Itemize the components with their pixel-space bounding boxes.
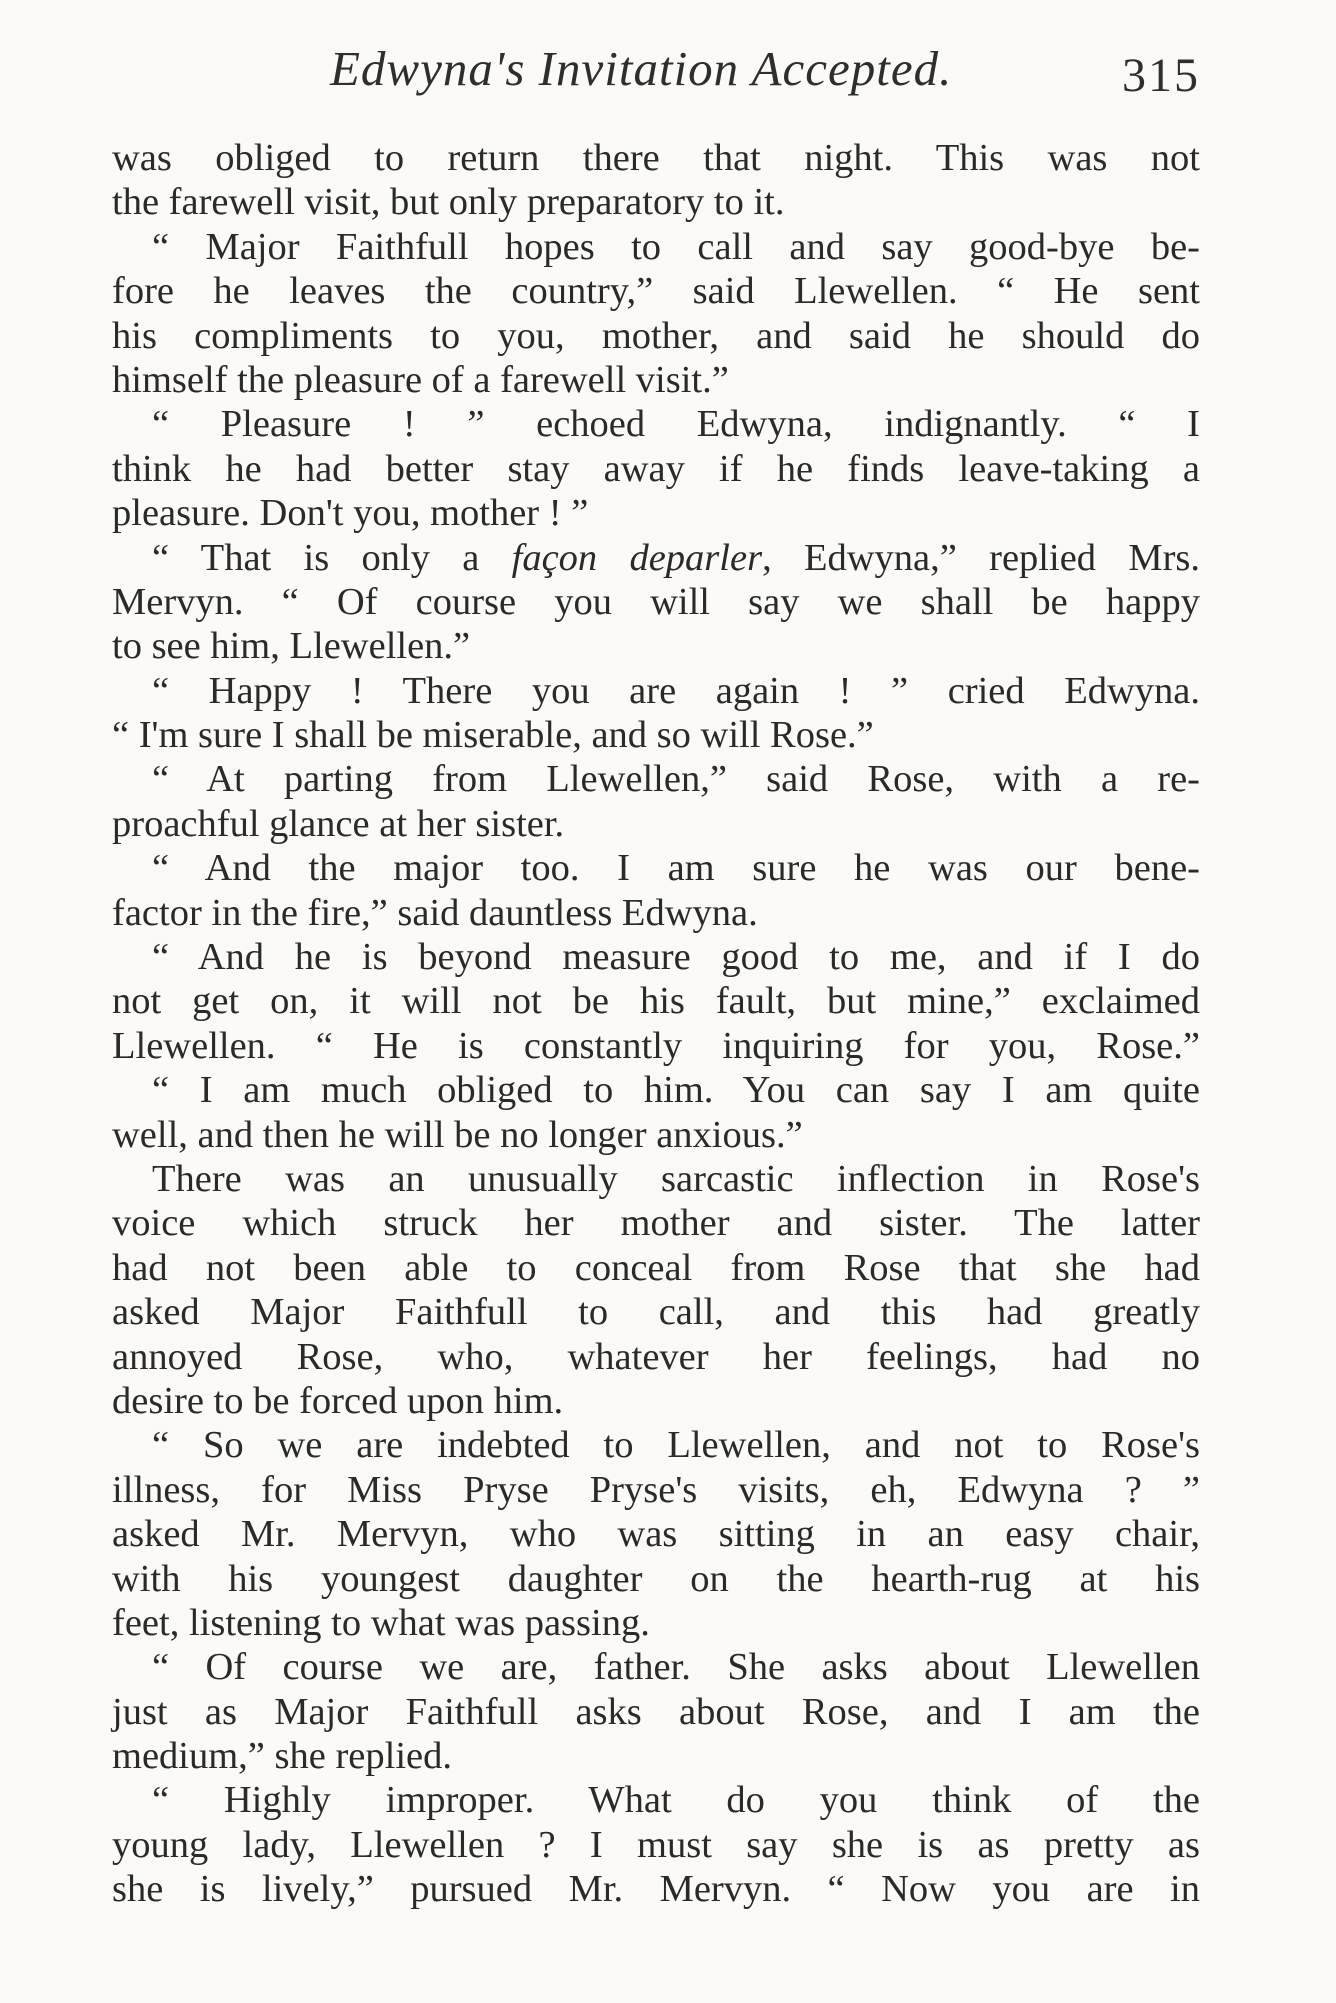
text-segment: , Edwyna,” replied Mrs.	[762, 536, 1200, 579]
text-line: illness, for Miss Pryse Pryse's visits, eh, Edwyna ? ”	[112, 1468, 1200, 1511]
text-line: “ Highly improper. What do you think of the	[152, 1779, 1200, 1822]
text-line: himself the pleasure of a farewell visit.”	[112, 358, 729, 401]
text-line: the farewell visit, but only preparatory to it.	[112, 181, 785, 224]
running-title: Edwyna's Invitation Accepted.	[330, 41, 953, 96]
text-line: There was an unusually sarcastic inflection in Rose's	[152, 1157, 1200, 1200]
text-line: just as Major Faithfull asks about Rose, and I am the	[112, 1690, 1200, 1733]
italic-phrase: façon deparler	[511, 536, 763, 579]
text-line: voice which struck her mother and sister. The latter	[112, 1202, 1200, 1245]
text-line: Mervyn. “ Of course you will say we shall be happy	[112, 580, 1200, 623]
body-text	[112, 136, 1200, 1912]
text-line: “ And the major too. I am sure he was our bene-	[152, 847, 1200, 890]
text-line: feet, listening to what was passing.	[112, 1601, 650, 1644]
text-line: proachful glance at her sister.	[112, 802, 565, 845]
text-line: medium,” she replied.	[112, 1735, 452, 1778]
text-line: young lady, Llewellen ? I must say she is as pretty as	[112, 1823, 1200, 1866]
text-line: his compliments to you, mother, and said he should do	[112, 314, 1200, 357]
text-line: Llewellen. “ He is constantly inquiring for you, Rose.”	[112, 1024, 1200, 1067]
text-line: well, and then he will be no longer anxious.”	[112, 1113, 803, 1156]
text-line: think he had better stay away if he finds leave-taking a	[112, 447, 1200, 490]
text-line: had not been able to conceal from Rose that she had	[112, 1246, 1200, 1289]
text-line: “ And he is beyond measure good to me, and if I do	[152, 936, 1200, 979]
text-segment: “ That is only a	[152, 536, 512, 579]
running-head	[110, 40, 1200, 110]
text-line: “ Pleasure ! ” echoed Edwyna, indignantly. “ I	[152, 403, 1200, 446]
text-line: was obliged to return there that night. This was not	[112, 137, 1200, 179]
text-line: “ Happy ! There you are again ! ” cried Edwyna.	[152, 669, 1200, 712]
text-line: asked Mr. Mervyn, who was sitting in an easy chair,	[112, 1513, 1200, 1556]
text-line: annoyed Rose, who, whatever her feelings, had no	[112, 1335, 1200, 1378]
text-line	[112, 536, 1200, 580]
text-line: “ I'm sure I shall be miserable, and so will Rose.”	[112, 714, 874, 757]
text-line: “ Of course we are, father. She asks about Llewellen	[152, 1646, 1200, 1689]
page-number: 315	[1122, 49, 1200, 102]
text-line: “ So we are indebted to Llewellen, and not to Rose's	[152, 1424, 1200, 1467]
text-line: “ I am much obliged to him. You can say I am quite	[152, 1069, 1200, 1112]
text-line: desire to be forced upon him.	[112, 1379, 564, 1422]
text-line: factor in the fire,” said dauntless Edwyna.	[112, 891, 758, 934]
text-line: fore he leaves the country,” said Llewellen. “ He sent	[112, 270, 1200, 313]
text-line: to see him, Llewellen.”	[112, 625, 471, 668]
text-line: she is lively,” pursued Mr. Mervyn. “ Now you are in	[112, 1868, 1200, 1911]
text-line: “ Major Faithfull hopes to call and say good-bye be-	[152, 225, 1200, 268]
text-line: not get on, it will not be his fault, but mine,” exclaimed	[112, 980, 1200, 1023]
text-line: “ At parting from Llewellen,” said Rose, with a re-	[152, 758, 1200, 801]
text-line: pleasure. Don't you, mother ! ”	[112, 492, 589, 535]
text-line: asked Major Faithfull to call, and this had greatly	[112, 1291, 1200, 1334]
text-line: with his youngest daughter on the hearth-rug at his	[112, 1557, 1200, 1600]
